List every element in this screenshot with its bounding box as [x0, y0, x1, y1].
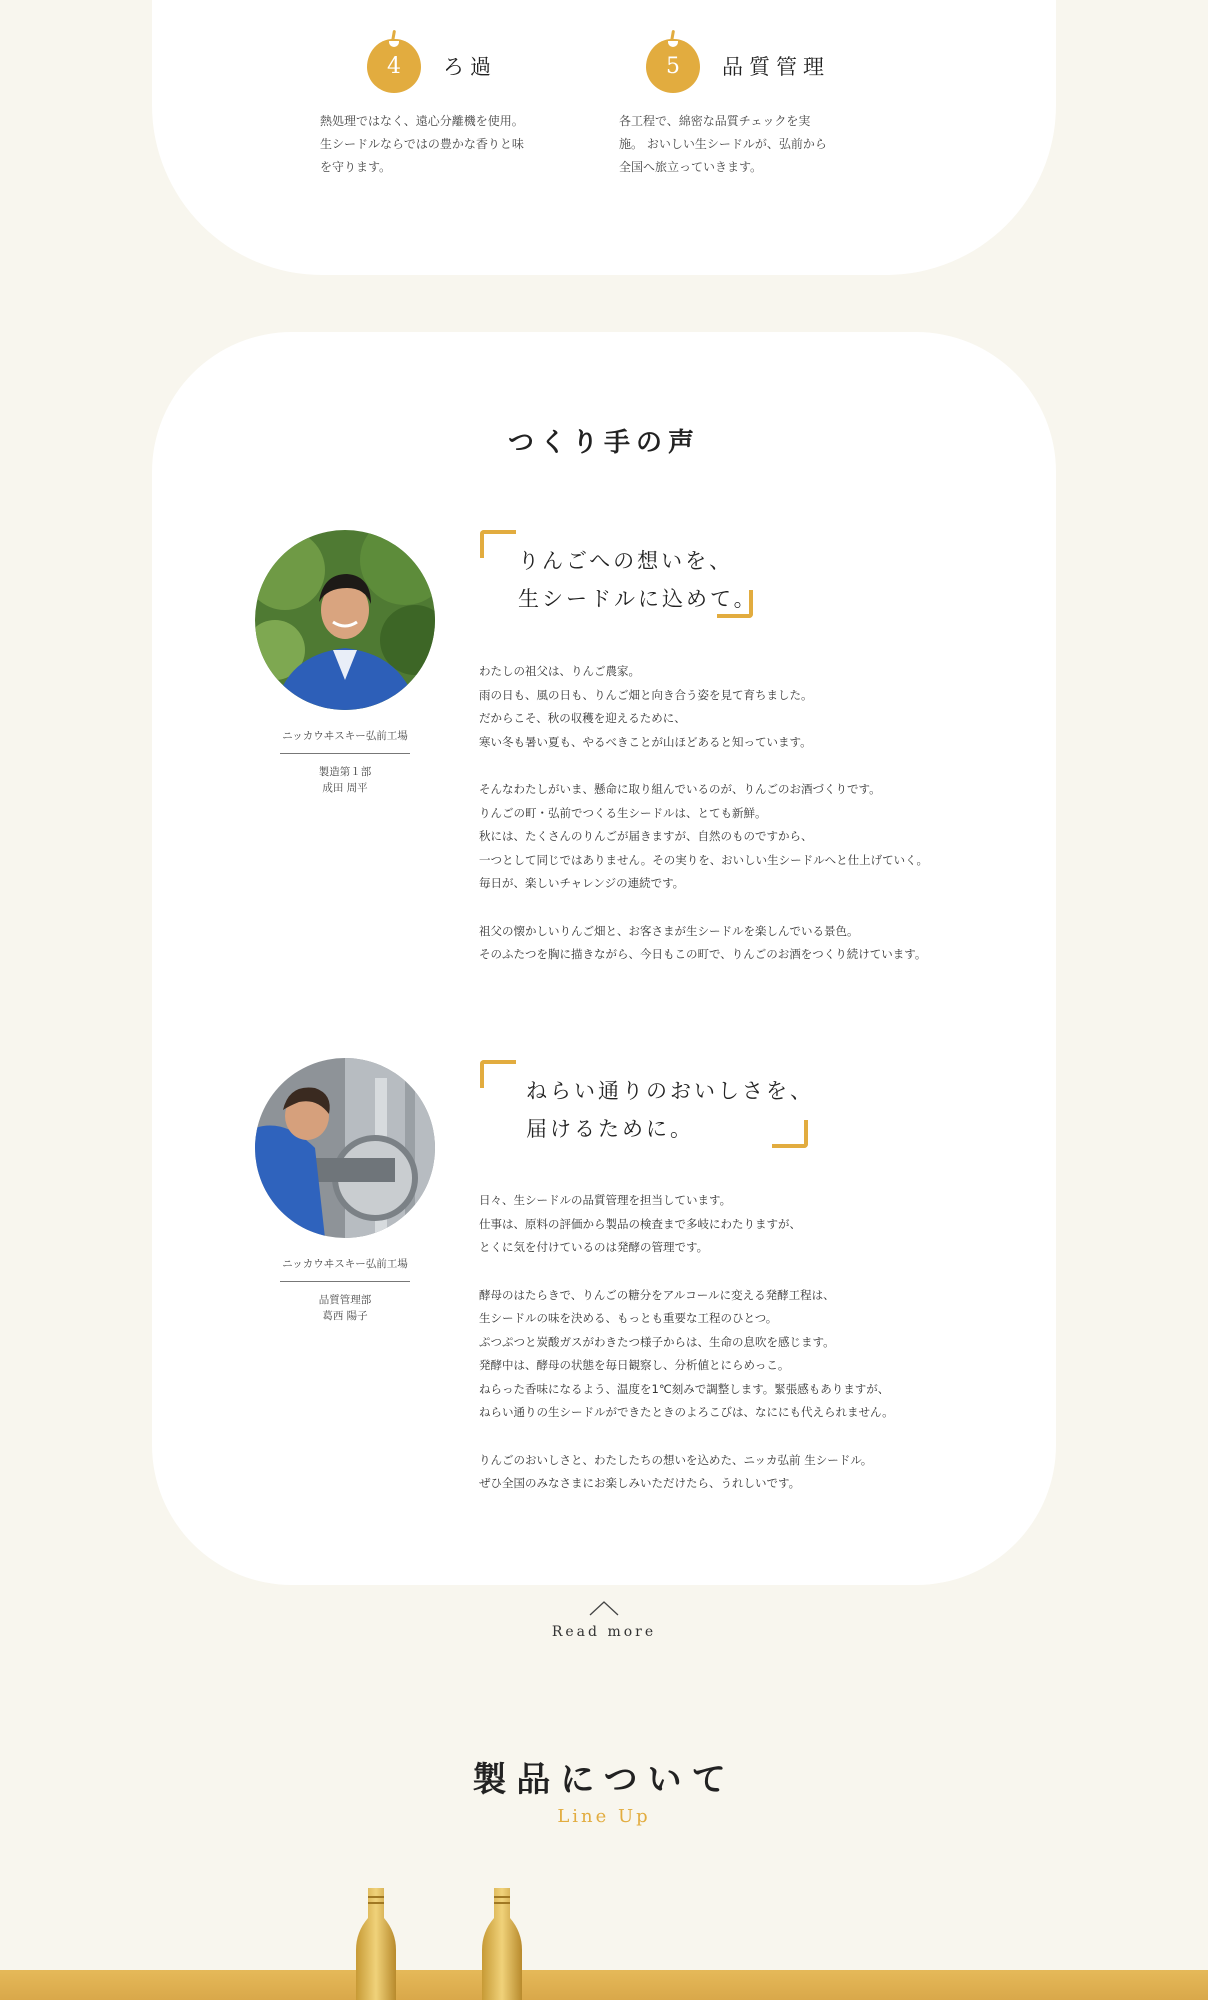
bottle-image: [482, 1888, 522, 2000]
voice-body-2: [479, 1189, 999, 1520]
voice-paragraph: [479, 660, 999, 754]
profile-role: [255, 1292, 435, 1324]
step-line: 施。 おいしい生シードルが、弘前から: [619, 137, 827, 151]
read-more-button[interactable]: [0, 1600, 1208, 1640]
voice-line: だからこそ、秋の収穫を迎えるために、: [479, 711, 686, 725]
read-more-label: Read more: [551, 1624, 657, 1640]
profile-role: [255, 764, 435, 796]
process-step-5: [619, 36, 876, 179]
voices-card: [152, 332, 1056, 1585]
gold-band: [0, 1970, 1208, 2000]
process-card: [152, 0, 1056, 275]
quote-1: [480, 530, 780, 630]
voice-body-1: [479, 660, 999, 991]
quote-text: [526, 1072, 814, 1148]
voice-line: 仕事は、原料の評価から製品の検査まで多岐にわたりますが、: [479, 1216, 801, 1231]
step-line: 各工程で、綿密な品質チェックを実: [619, 114, 811, 128]
voices-heading: つくり手の声: [507, 428, 700, 458]
profile-company: ニッカウヰスキー弘前工場: [280, 728, 410, 754]
voice-paragraph: [479, 1449, 999, 1496]
step-description: [320, 110, 597, 179]
step-line: を守ります。: [320, 160, 392, 174]
voice-line: 一つとして同じではありません。その実りを、おいしい生シードルへと仕上げていく。: [479, 852, 928, 867]
profile-person: 成田 周平: [322, 782, 368, 794]
voice-paragraph: [479, 1189, 999, 1260]
step-number: 4: [387, 53, 401, 79]
voice-line: 祖父の懐かしいりんご畑と、お客さまが生シードルを楽しんでいる景色。: [479, 923, 859, 938]
quote-line: りんごへの想いを、: [518, 549, 734, 573]
voice-line: 寒い冬も暑い夏も、やるべきことが山ほどあると知っています。: [479, 734, 812, 749]
profile-company: ニッカウヰスキー弘前工場: [280, 1256, 410, 1282]
voice-line: 酵母のはたらきで、りんごの糖分をアルコールに変える発酵工程は、: [479, 1287, 835, 1302]
step-description: [619, 110, 876, 179]
apple-number-icon: [646, 39, 700, 93]
quote-2: [480, 1060, 840, 1160]
step-number: 5: [666, 53, 680, 79]
quote-text: [518, 542, 758, 618]
profile-department: 品質管理部: [318, 1294, 372, 1306]
voice-line: 毎日が、楽しいチャレンジの連続です。: [479, 876, 685, 890]
voice-line: りんごのおいしさと、わたしたちの想いを込めた、ニッカ弘前 生シードル。: [479, 1452, 873, 1467]
voice-line: とくに気を付けているのは発酵の管理です。: [479, 1240, 709, 1254]
voice-line: そんなわたしがいま、懸命に取り組んでいるのが、りんごのお酒づくりです。: [479, 782, 881, 796]
step-line: 生シードルならではの豊かな香りと味: [320, 137, 524, 151]
voice-line: そのふたつを胸に描きながら、今日もこの町で、りんごのお酒をつくり続けています。: [479, 947, 927, 961]
voice-line: ぜひ全国のみなさまにお楽しみいただけたら、うれしいです。: [479, 1476, 801, 1490]
voice-paragraph: [479, 920, 999, 967]
products-title: 製品について: [472, 1760, 736, 1800]
voice-line: 日々、生シードルの品質管理を担当しています。: [479, 1193, 732, 1207]
quote-line: 届けるために。: [526, 1117, 694, 1141]
voice-line: ぷつぷつと炭酸ガスがわきたつ様子からは、生命の息吹を感じます。: [479, 1334, 835, 1349]
voice-line: ねらった香味になるよう、温度を1℃刻みで調整します。緊張感もありますが、: [479, 1381, 890, 1396]
corner-bracket-icon: [480, 530, 516, 558]
avatar: [255, 530, 435, 710]
apple-number-icon: [367, 39, 421, 93]
profile-1: [255, 530, 435, 796]
process-step-4: [320, 36, 597, 179]
profile-2: [255, 1058, 435, 1324]
products-subtitle: Line Up: [557, 1806, 651, 1827]
voice-paragraph: [479, 778, 999, 896]
step-title: 品質管理: [722, 55, 830, 79]
voice-line: りんごの町・弘前でつくる生シードルは、とても新鮮。: [479, 805, 767, 820]
voice-line: わたしの祖父は、りんご農家。: [479, 664, 640, 678]
corner-bracket-icon: [480, 1060, 516, 1088]
voice-line: 雨の日も、風の日も、りんご畑と向き合う姿を見て育ちました。: [479, 687, 813, 702]
caret-up-icon: [589, 1600, 619, 1616]
quote-line: 生シードルに込めて。: [518, 587, 758, 611]
bottle-image: [356, 1888, 396, 2000]
voice-line: 発酵中は、酵母の状態を毎日観察し、分析値とにらめっこ。: [479, 1358, 790, 1372]
profile-department: 製造第１部: [318, 766, 372, 778]
avatar: [255, 1058, 435, 1238]
quote-line: ねらい通りのおいしさを、: [526, 1079, 814, 1103]
step-title: ろ過: [443, 55, 497, 79]
step-line: 全国へ旅立っていきます。: [619, 160, 763, 174]
voice-line: 生シードルの味を決める、もっとも重要な工程のひとつ。: [479, 1311, 778, 1325]
step-line: 熱処理ではなく、遠心分離機を使用。: [320, 114, 524, 128]
voice-line: ねらい通りの生シードルができたときのよろこびは、なににも代えられません。: [479, 1405, 894, 1419]
voice-paragraph: [479, 1284, 999, 1425]
profile-person: 葛西 陽子: [322, 1310, 368, 1322]
voice-line: 秋には、たくさんのりんごが届きますが、自然のものですから、: [479, 829, 813, 843]
